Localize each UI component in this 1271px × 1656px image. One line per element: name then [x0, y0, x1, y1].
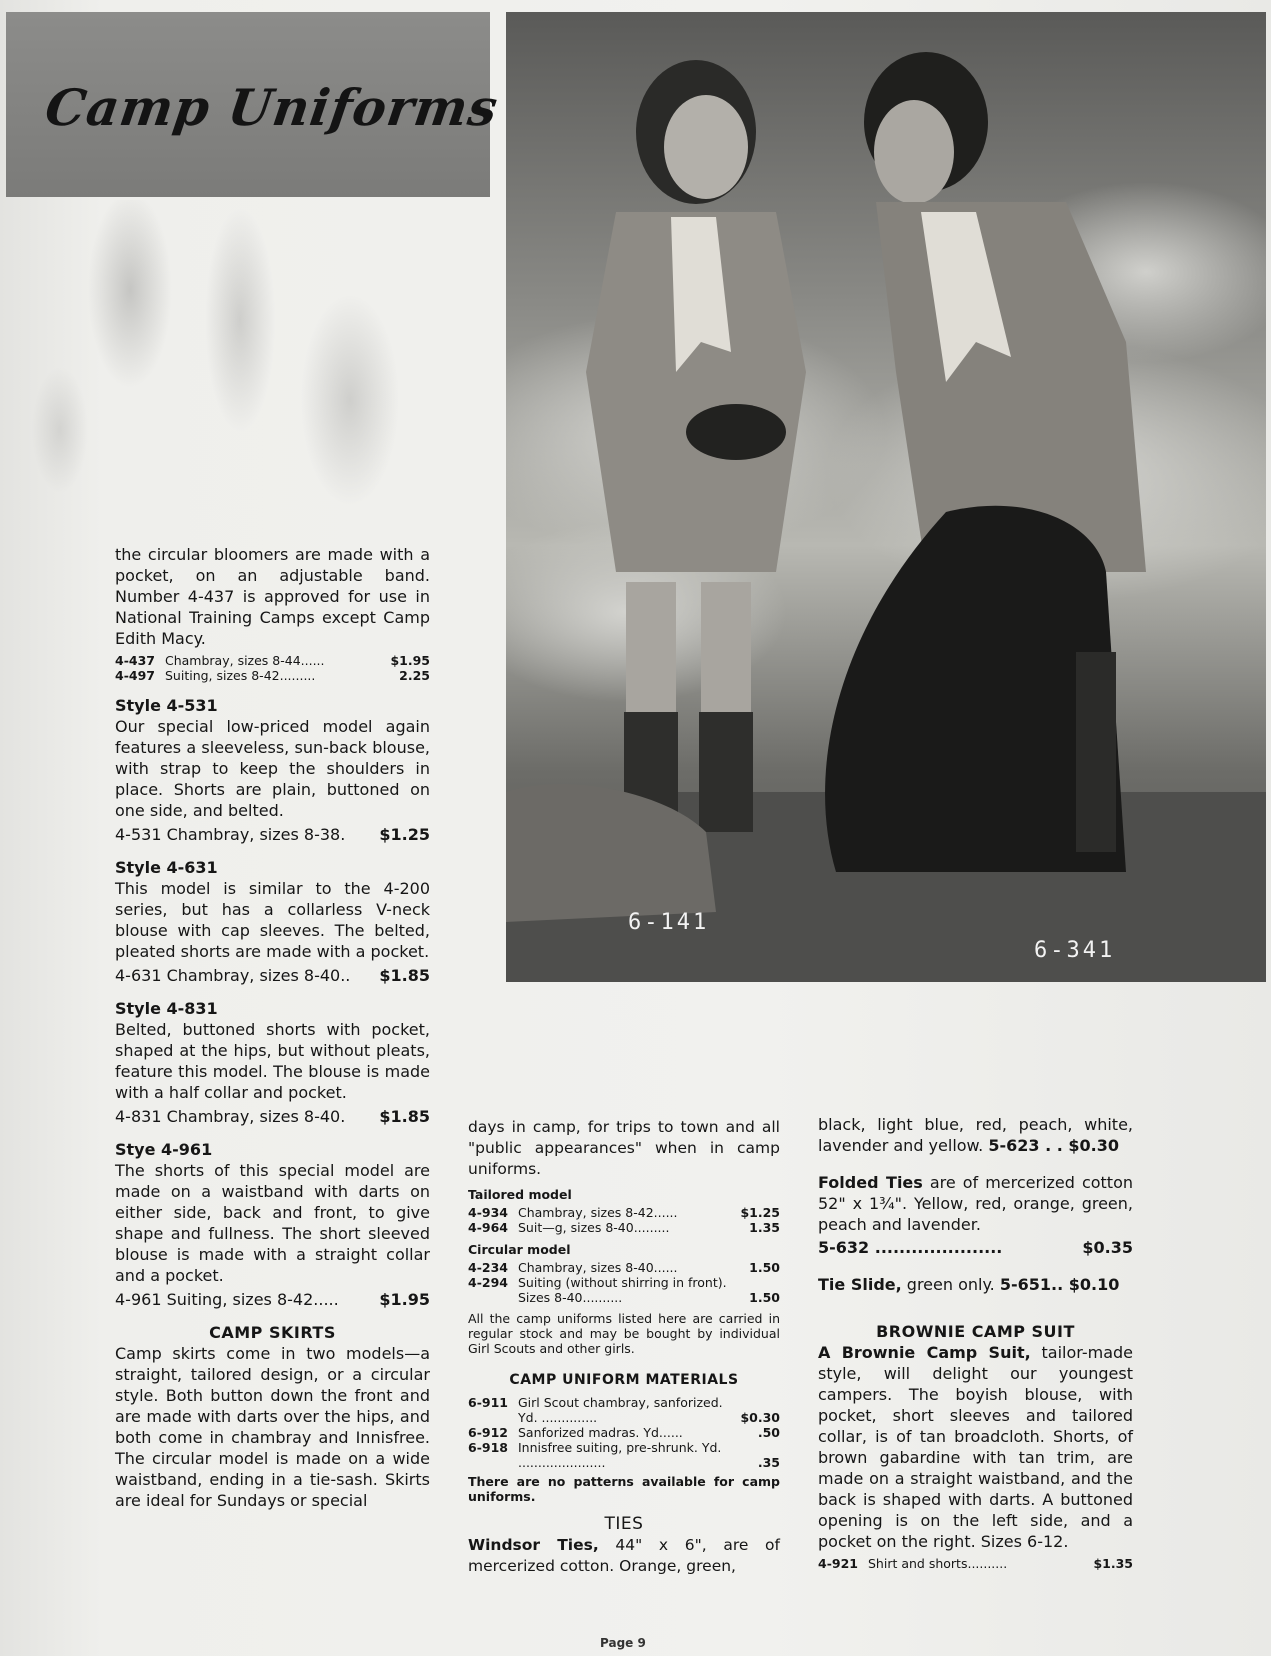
style-text: Belted, buttoned shorts with pocket, shaped at the hips, but without pleats, feature this model. The blouse is made with a half collar and pocket.: [115, 1020, 430, 1102]
style-heading: Stye 4-961: [115, 1140, 213, 1159]
style-text: Our special low-priced model again features a sleeveless, sun-back blouse, with strap to keep the shoulders in place. Shorts are plain, buttoned on one side, and belted.: [115, 717, 430, 820]
price-row: 4-294 Suiting (without shirring in front). Sizes 8-40.......... 1.50: [468, 1275, 780, 1305]
style-price: 4-831 Chambray, sizes 8-40. $1.85: [115, 1107, 430, 1126]
photo-illustration: [506, 12, 1266, 982]
style-price: 4-631 Chambray, sizes 8-40.. $1.85: [115, 966, 430, 985]
brownie-text: tailor-made style, will delight our youngest campers. The boyish blouse, with pocket, short sleeves and tailored collar, is of tan broadcloth. Shorts, of brown gabardine with tan trim, are made on a straight waistband, and the back is shaped with darts. A buttoned opening is on the left side, and a pocket on the right. Sizes 6-12.: [818, 1343, 1133, 1551]
photo-label-left: 6-141: [628, 910, 710, 935]
section-heading-materials: CAMP UNIFORM MATERIALS: [509, 1372, 739, 1388]
skirts-continued-text: days in camp, for trips to town and all "public appearances" when in camp uniforms.: [468, 1118, 780, 1178]
patterns-note: There are no patterns available for camp uniforms.: [468, 1474, 780, 1504]
price-row: 4-934 Chambray, sizes 8-42...... $1.25: [468, 1205, 780, 1220]
folded-ties-price-line: [818, 1237, 1133, 1258]
windsor-ties-continued: black, light blue, red, peach, white, lavender and yellow.: [818, 1115, 1133, 1155]
style-heading: Style 4-531: [115, 696, 218, 715]
section-heading-camp-skirts: CAMP SKIRTS: [209, 1323, 336, 1342]
folded-ties-price: $0.35: [1082, 1238, 1133, 1257]
price-row: 6-912 Sanforized madras. Yd...... .50: [468, 1425, 780, 1440]
style-text: The shorts of this special model are made on a waistband with darts on either side, back and front, to give shape and fullness. The short sleeved blouse is made with a straight collar and a pocket.: [115, 1161, 430, 1285]
windsor-ties-lead: Windsor Ties,: [468, 1536, 599, 1554]
title-banner: [6, 12, 502, 197]
section-heading-brownie: BROWNIE CAMP SUIT: [876, 1322, 1075, 1341]
uniform-photo: [506, 12, 1266, 982]
price-row: 4-497 Suiting, sizes 8-42......... 2.25: [115, 668, 430, 683]
price-row: 6-911 Girl Scout chambray, sanforized. Yd. .............. $0.30: [468, 1395, 780, 1425]
stock-note: All the camp uniforms listed here are carried in regular stock and may be bought by individual Girl Scouts and other girls.: [468, 1311, 780, 1356]
style-text: This model is similar to the 4-200 series, but has a collarless V-neck blouse with cap sleeves. The belted, pleated shorts are made with a pocket.: [115, 879, 430, 961]
column-left: [115, 544, 430, 1511]
photo-label-right: 6-341: [1034, 938, 1116, 963]
price-row: 4-437 Chambray, sizes 8-44...... $1.95: [115, 653, 430, 668]
style-price: 4-961 Suiting, sizes 8-42..... $1.95: [115, 1290, 430, 1309]
brownie-lead: A Brownie Camp Suit,: [818, 1343, 1031, 1362]
price-row: 6-918 Innisfree suiting, pre-shrunk. Yd. ...................... .35: [468, 1440, 780, 1470]
price-row: 4-921 Shirt and shorts.......... $1.35: [818, 1556, 1133, 1571]
tie-slide-price: 5-651.. $0.10: [999, 1275, 1120, 1294]
page-title: Camp Uniforms: [41, 78, 502, 137]
folded-ties-lead: Folded Ties: [818, 1173, 923, 1192]
page-number: Page 9: [600, 1636, 646, 1650]
price-row: 4-964 Suit—g, sizes 8-40......... 1.35: [468, 1220, 780, 1235]
bloomers-text: the circular bloomers are made with a pocket, on an adjustable band. Number 4-437 is approved for use in National Training Camps except Camp Edith Macy.: [115, 545, 430, 648]
price-row: 4-234 Chambray, sizes 8-40...... 1.50: [468, 1260, 780, 1275]
tie-slide-lead: Tie Slide,: [818, 1275, 902, 1294]
camp-skirts-text: Camp skirts come in two models—a straight, tailored design, or a circular style. Both button down the front and are made with darts over the hips, and both come in chambray and Innisfree. The circular model is made on a wide waistband, ending in a tie-sash. Skirts are ideal for Sundays or special: [115, 1344, 430, 1510]
ink-smudge: [20, 200, 440, 530]
style-price: 4-531 Chambray, sizes 8-38. $1.25: [115, 825, 430, 844]
windsor-ties-text: 44" x 6", are of mercerized cotton. Orange, green,: [468, 1536, 780, 1575]
column-right: [818, 1114, 1133, 1571]
circular-model-heading: Circular model: [468, 1242, 571, 1257]
column-middle: [468, 1117, 780, 1577]
style-heading: Style 4-631: [115, 858, 218, 877]
tie-slide-text: green only.: [906, 1275, 995, 1294]
folded-ties-code: 5-632 .....................: [818, 1238, 1003, 1257]
windsor-ties-price: 5-623 . . $0.30: [988, 1136, 1119, 1155]
tailored-model-heading: Tailored model: [468, 1187, 572, 1202]
section-heading-ties: TIES: [604, 1514, 644, 1534]
folded-ties-text: are of mercerized cotton 52" x 1¾". Yellow, red, orange, green, peach and lavender.: [818, 1173, 1134, 1234]
style-heading: Style 4-831: [115, 999, 218, 1018]
